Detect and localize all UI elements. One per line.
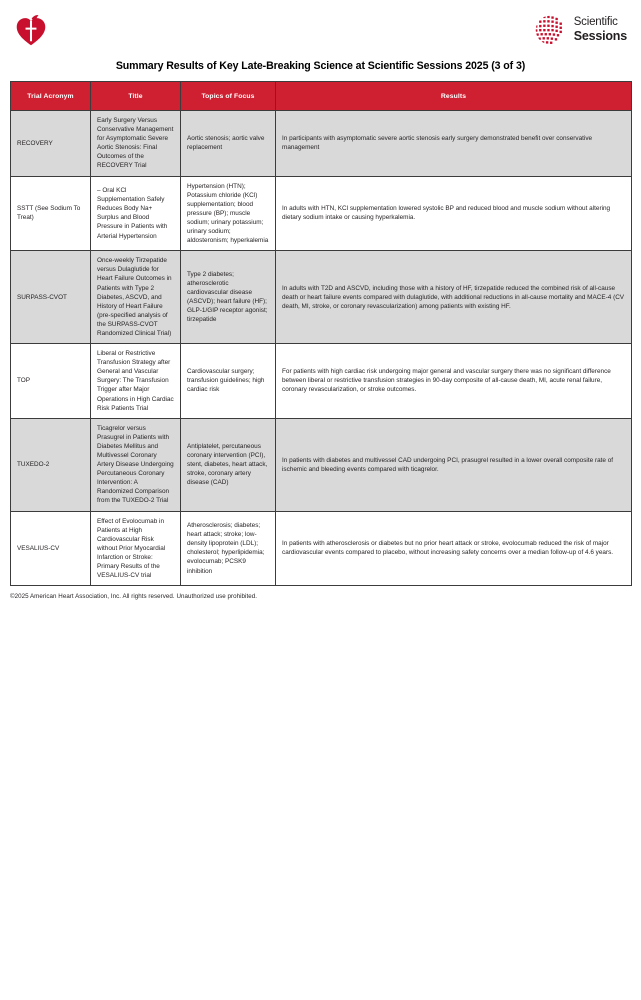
cell-results: In adults with HTN, KCl supplementation lowered systolic BP and reduced blood and muscle sodium without altering dietary sodium intake or causing hyperkalemia. (276, 176, 632, 251)
cell-title: Effect of Evolocumab in Patients at High Cardiovascular Risk without Prior Myocardial Infarction or Stroke: Primary Results of the VESALIUS-CV trial (91, 511, 181, 586)
scientific-sessions-wordmark (574, 17, 627, 43)
cell-trial-acronym: TOP (11, 344, 91, 419)
column-header-title: Title (91, 82, 181, 111)
column-header-trial-acronym: Trial Acronym (11, 82, 91, 111)
american-heart-association-logo-icon (14, 14, 48, 48)
cell-topics: Aortic stenosis; aortic valve replacement (181, 111, 276, 177)
cell-topics: Type 2 diabetes; atherosclerotic cardiovascular disease (ASCVD); heart failure (HF); GLP-1/GIP receptor agonist; tirzepatide (181, 251, 276, 344)
cell-trial-acronym: TUXEDO-2 (11, 418, 91, 511)
scientific-sessions-globe-icon (533, 13, 567, 47)
cell-trial-acronym: SURPASS-CVOT (11, 251, 91, 344)
cell-results: In patients with atherosclerosis or diabetes but no prior heart attack or stroke, evolocumab reduced the risk of major cardiovascular events compared to placebo, without increasing safety concerns over a median follow-up of 4.6 years. (276, 511, 632, 586)
cell-title: Once-weekly Tirzepatide versus Dulaglutide for Heart Failure Outcomes in Patients with Type 2 Diabetes, ASCVD, and History of Heart Failure (pre-specified analysis of the SURPASS-CVOT Randomized Clinical Trial) (91, 251, 181, 344)
cell-trial-acronym: VESALIUS-CV (11, 511, 91, 586)
cell-title: Early Surgery Versus Conservative Management for Asymptomatic Severe Aortic Stenosis: Final Outcomes of the RECOVERY Trial (91, 111, 181, 177)
column-header-topics-of-focus: Topics of Focus (181, 82, 276, 111)
cell-results: In patients with diabetes and multivessel CAD undergoing PCI, prasugrel resulted in a lower overall composite rate of ischemic and bleeding events compared with ticagrelor. (276, 418, 632, 511)
table-header (11, 82, 632, 111)
cell-topics: Cardiovascular surgery; transfusion guidelines; high cardiac risk (181, 344, 276, 419)
document-header (0, 0, 641, 54)
table-header-row (11, 82, 632, 111)
cell-trial-acronym: SSTT (See Sodium To Treat) (11, 176, 91, 251)
table-row (11, 418, 632, 511)
table-row (11, 251, 632, 344)
copyright-notice: ©2025 American Heart Association, Inc. All rights reserved. Unauthorized use prohibited. (10, 593, 257, 601)
page-title: Summary Results of Key Late-Breaking Science at Scientific Sessions 2025 (3 of 3) (115, 60, 526, 72)
summary-table-container (0, 81, 641, 586)
cell-title: Ticagrelor versus Prasugrel in Patients with Diabetes Mellitus and Multivessel Coronary Artery Disease Undergoing Percutaneous Coronary Intervention: A Randomized Comparison from the TUXEDO-2 Trial (91, 418, 181, 511)
column-header-results: Results (276, 82, 632, 111)
table-body (11, 111, 632, 586)
summary-results-table (10, 81, 632, 586)
cell-results: For patients with high cardiac risk undergoing major general and vascular surgery there was no significant difference between liberal or restrictive transfusion strategies in 90-day composite of all-cause death, MI, acute renal failure, coronary revascularization, or stroke outcomes. (276, 344, 632, 419)
cell-title: Liberal or Restrictive Transfusion Strategy after General and Vascular Surgery: The Transfusion Trigger after Major Operations in High Cardiac Risk Patients Trial (91, 344, 181, 419)
cell-results: In participants with asymptomatic severe aortic stenosis early surgery demonstrated benefit over conservative management (276, 111, 632, 177)
scientific-sessions-logo (533, 13, 627, 47)
table-row (11, 111, 632, 177)
cell-trial-acronym: RECOVERY (11, 111, 91, 177)
cell-results: In adults with T2D and ASCVD, including those with a history of HF, tirzepatide reduced the combined risk of all-cause death or heart failure events compared with dulaglutide, with additional reductions in all-cause mortality and MACE-4 (CV death, MI, stroke, or coronary revascularization) among patients with existing HF. (276, 251, 632, 344)
scientific-sessions-line2: Sessions (573, 28, 627, 43)
cell-topics: Hypertension (HTN); Potassium chloride (KCl) supplementation; blood pressure (BP); muscle sodium; urinary potassium; urinary sodium; aldosteronism; hyperkalemia (181, 176, 276, 251)
cell-topics: Antiplatelet, percutaneous coronary intervention (PCI), stent, diabetes, heart attack, stroke, coronary artery disease (CAD) (181, 418, 276, 511)
table-row (11, 344, 632, 419)
table-row (11, 176, 632, 251)
cell-title: – Oral KCl Supplementation Safely Reduces Body Na+ Surplus and Blood Pressure in Patients with Arterial Hypertension (91, 176, 181, 251)
scientific-sessions-line1: Scientific (573, 16, 618, 28)
cell-topics: Atherosclerosis; diabetes; heart attack; stroke; low-density lipoprotein (LDL); cholesterol; hyperlipidemia; evolocumab; PCSK9 inhibition (181, 511, 276, 586)
table-row (11, 511, 632, 586)
